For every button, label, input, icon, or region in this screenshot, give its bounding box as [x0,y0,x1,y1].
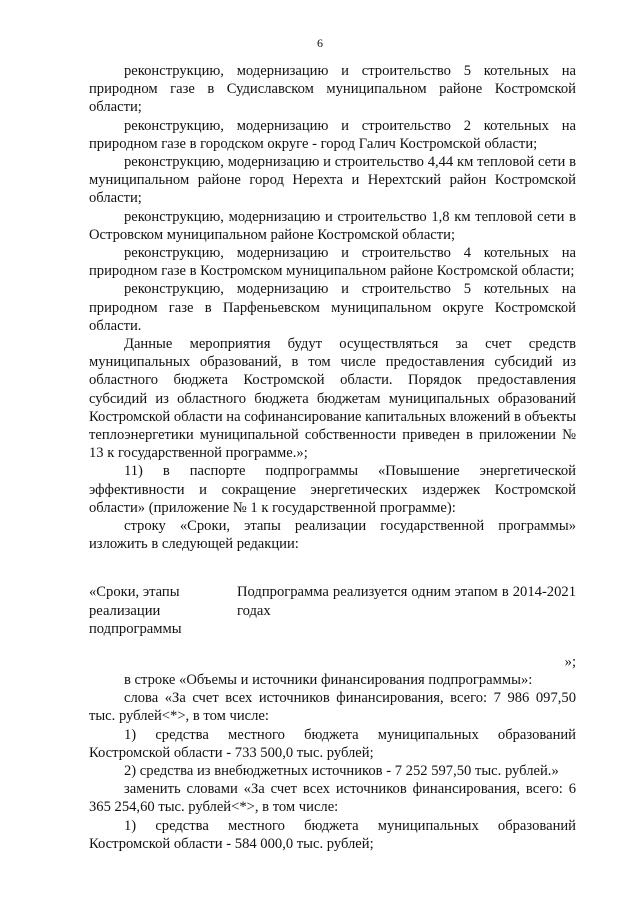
document-body [89,62,576,853]
paragraph-funding-procedure: Данные мероприятия будут осуществляться за счет средств муниципальных образований, в том числе предоставления субсидий из областного бюджета Костромской области. Порядок предоставления субсидий из областного бюджета бюджетам муниципальных образований Костромской области на софинансирование капитальных вложений в объекты теплоэнергетики муниципальной собственности приведен в приложении № 13 к государственной программе.»; [89,336,576,462]
paragraph-row-edit: строку «Сроки, этапы реализации государственной программы» изложить в следующей редакции: [89,518,576,553]
paragraph-sudislavl: реконструкцию, модернизацию и строительство 5 котельных на природном газе в Судиславском муниципальном районе Костромской области; [89,63,576,116]
paragraph-funding-row: в строке «Объемы и источники финансирования подпрограммы»: [124,671,533,688]
paragraph-item-11: 11) в паспорте подпрограммы «Повышение энергетической эффективности и сокращение энергетических издержек Костромской области» (приложение № 1 к государственной программе): [89,463,576,516]
page-number: 6 [317,36,323,50]
paragraph-parfenyevo: реконструкцию, модернизацию и строительство 5 котельных на природном газе в Парфеньевском муниципальном округе Костромской области. [89,281,576,334]
row-closing-quote: »; [564,653,576,670]
paragraph-new-total: заменить словами «За счет всех источников финансирования, всего: 6 365 254,60 тыс. рублей<*>, в том числе: [89,781,576,816]
paragraph-old-local-budget: 1) средства местного бюджета муниципальных образований Костромской области - 733 500,0 тыс. рублей; [89,726,576,761]
paragraph-new-local-budget: 1) средства местного бюджета муниципальных образований Костромской области - 584 000,0 тыс. рублей; [89,817,576,852]
paragraph-old-total: слова «За счет всех источников финансирования, всего: 7 986 097,50 тыс. рублей<*>, в том числе: [89,690,576,725]
row-value: Подпрограмма реализуется одним этапом в 2014-2021 годах [237,584,576,619]
paragraph-kostroma-district: реконструкцию, модернизацию и строительство 4 котельных на природном газе в Костромском муниципальном районе Костромской области; [89,245,576,280]
passport-table-row [89,583,576,638]
paragraph-galich: реконструкцию, модернизацию и строительство 2 котельных на природном газе в городском округе - город Галич Костромской области; [89,117,576,152]
paragraph-old-extrabudget: 2) средства из внебюджетных источников - 7 252 597,50 тыс. рублей.» [124,762,559,779]
row-label: «Сроки, этапы реализации подпрограммы [89,584,182,638]
paragraph-ostrovskoe: реконструкцию, модернизацию и строительство 1,8 км тепловой сети в Островском муниципальном районе Костромской области; [89,208,576,243]
paragraph-nerekhta: реконструкцию, модернизацию и строительство 4,44 км тепловой сети в муниципальном районе город Нерехта и Нерехтский район Костромской области; [89,154,576,207]
